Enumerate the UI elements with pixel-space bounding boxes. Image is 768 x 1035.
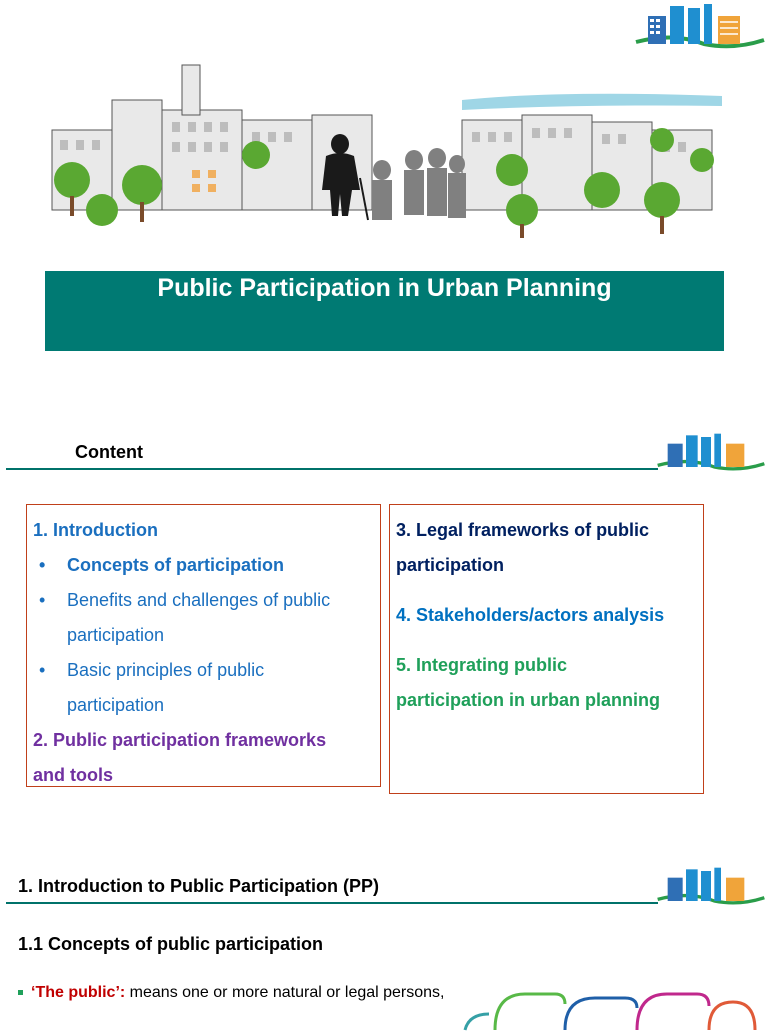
toc-item-principles — [33, 653, 380, 688]
toc-item-legal-cont: participation — [396, 555, 505, 575]
toc-item-benefits-label: Benefits and challenges of public — [67, 590, 331, 610]
content-slide — [0, 410, 768, 830]
introduction-slide — [0, 830, 768, 1024]
toc-item-legal: 3. Legal frameworks of public — [396, 520, 650, 540]
organization-logo — [634, 2, 766, 50]
organization-logo — [656, 864, 766, 908]
toc-item-benefits-cont: participation — [67, 625, 165, 645]
title-slide — [0, 0, 768, 400]
toc-item-introduction: 1. Introduction — [33, 520, 158, 540]
content-box-left — [26, 504, 381, 787]
bullet-marker: • — [39, 590, 46, 610]
toc-item-stakeholders: 4. Stakeholders/actors analysis — [396, 605, 665, 625]
definition-bullet — [18, 984, 445, 1002]
toc-item-concepts-label: Concepts of participation — [67, 555, 285, 575]
organization-logo — [656, 430, 766, 474]
title-banner — [45, 271, 724, 351]
toc-item-integrating-cont: participation in urban planning — [396, 690, 660, 710]
toc-item-frameworks: 2. Public participation frameworks — [33, 730, 327, 750]
subsection-heading: 1.1 Concepts of public participation — [18, 934, 324, 954]
participation-cycle-graphic — [455, 980, 765, 1030]
heading-divider — [6, 468, 658, 470]
bullet-marker: • — [39, 660, 46, 680]
definition-text: means one or more natural or legal persons, — [125, 984, 445, 1001]
toc-item-integrating: 5. Integrating public — [396, 655, 568, 675]
content-heading: Content — [75, 442, 143, 462]
toc-item-principles-label: Basic principles of public — [67, 660, 265, 680]
definition-term: ‘The public’: — [31, 984, 126, 1001]
section-heading: 1. Introduction to Public Participation (PP) — [18, 876, 380, 896]
square-bullet-icon — [18, 990, 23, 995]
city-illustration — [42, 60, 724, 240]
slide-title: Public Participation in Urban Planning — [157, 274, 612, 302]
toc-item-principles-cont: participation — [67, 695, 165, 715]
bullet-marker: • — [39, 555, 46, 575]
heading-divider — [6, 902, 658, 904]
toc-item-benefits — [33, 583, 380, 618]
content-box-right — [389, 504, 704, 794]
toc-item-concepts — [33, 548, 380, 583]
toc-item-frameworks-cont: and tools — [33, 765, 113, 785]
